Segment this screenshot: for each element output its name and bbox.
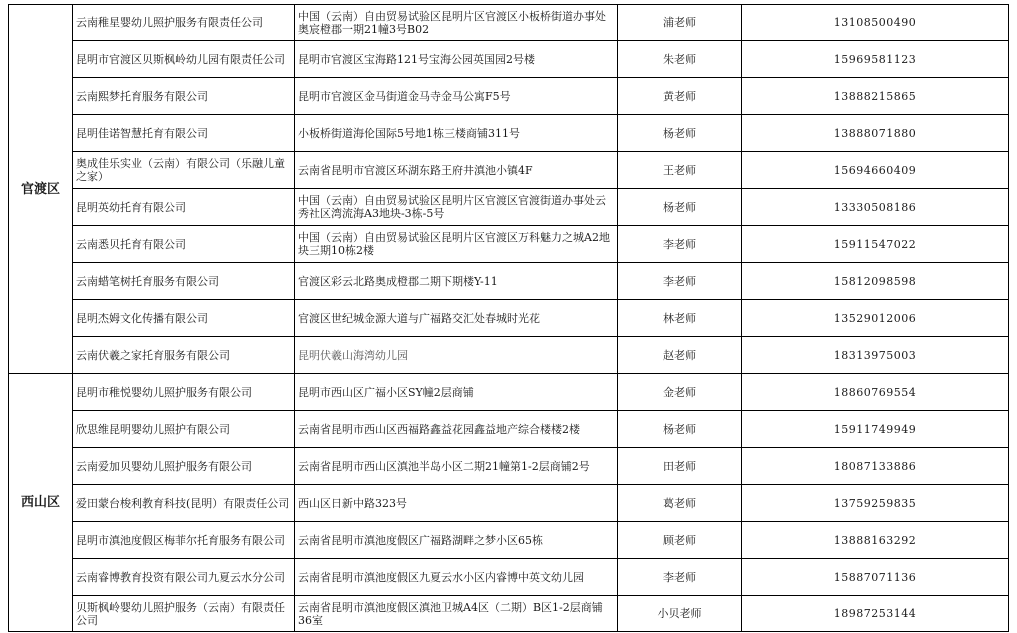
table-row	[9, 263, 1009, 300]
table-row	[9, 448, 1009, 485]
contact-cell: 赵老师	[618, 337, 742, 374]
table-row	[9, 152, 1009, 189]
phone-cell: 13888071880	[742, 115, 1009, 152]
phone-cell: 18987253144	[742, 596, 1009, 632]
company-name-cell: 奥成佳乐实业（云南）有限公司（乐融儿童之家）	[73, 152, 295, 189]
address-cell: 中国（云南）自由贸易试验区昆明片区官渡区万科魅力之城A2地块三期10栋2楼	[295, 226, 618, 263]
address-cell: 云南省昆明市滇池度假区九夏云水小区内睿博中英文幼儿园	[295, 559, 618, 596]
contact-cell: 小贝老师	[618, 596, 742, 632]
contact-cell: 朱老师	[618, 41, 742, 78]
phone-cell: 15812098598	[742, 263, 1009, 300]
company-name-cell: 云南稚星婴幼儿照护服务有限责任公司	[73, 5, 295, 41]
contact-cell: 李老师	[618, 559, 742, 596]
table-row	[9, 300, 1009, 337]
phone-cell: 13108500490	[742, 5, 1009, 41]
company-name-cell: 欣思维昆明婴幼儿照护有限公司	[73, 411, 295, 448]
address-cell: 官渡区世纪城金源大道与广福路交汇处春城时光花	[295, 300, 618, 337]
table-row	[9, 41, 1009, 78]
district-cell: 西山区	[9, 374, 73, 632]
company-name-cell: 昆明市官渡区贝斯枫岭幼儿园有限责任公司	[73, 41, 295, 78]
company-name-cell: 昆明佳诺智慧托育有限公司	[73, 115, 295, 152]
phone-cell: 13888215865	[742, 78, 1009, 115]
address-cell: 昆明市西山区广福小区SY幢2层商铺	[295, 374, 618, 411]
address-cell: 云南省昆明市西山区西福路鑫益花园鑫益地产综合楼楼2楼	[295, 411, 618, 448]
address-cell: 云南省昆明市西山区滇池半岛小区二期21幢第1-2层商铺2号	[295, 448, 618, 485]
phone-cell: 15969581123	[742, 41, 1009, 78]
address-cell: 云南省昆明市滇池度假区广福路湖畔之梦小区65栋	[295, 522, 618, 559]
company-name-cell: 贝斯枫岭婴幼儿照护服务（云南）有限责任公司	[73, 596, 295, 632]
phone-cell: 15911749949	[742, 411, 1009, 448]
phone-cell: 15911547022	[742, 226, 1009, 263]
company-name-cell: 云南悉贝托育有限公司	[73, 226, 295, 263]
table-row	[9, 596, 1009, 632]
contact-cell: 顾老师	[618, 522, 742, 559]
address-cell: 中国（云南）自由贸易试验区昆明片区官渡区小板桥街道办事处奥宸橙郡一期21幢3号B02	[295, 5, 618, 41]
company-name-cell: 云南蜡笔树托育服务有限公司	[73, 263, 295, 300]
contact-cell: 田老师	[618, 448, 742, 485]
table-row	[9, 411, 1009, 448]
table-row	[9, 115, 1009, 152]
company-name-cell: 爱田蒙台梭利教育科技(昆明）有限责任公司	[73, 485, 295, 522]
contact-cell: 浦老师	[618, 5, 742, 41]
company-name-cell: 昆明英幼托育有限公司	[73, 189, 295, 226]
phone-cell: 13759259835	[742, 485, 1009, 522]
address-cell: 西山区日新中路323号	[295, 485, 618, 522]
table-row	[9, 374, 1009, 411]
table-row	[9, 189, 1009, 226]
address-cell: 云南省昆明市滇池度假区滇池卫城A4区（二期）B区1-2层商铺36室	[295, 596, 618, 632]
contact-cell: 杨老师	[618, 189, 742, 226]
contact-cell: 杨老师	[618, 115, 742, 152]
phone-cell: 13888163292	[742, 522, 1009, 559]
table-row	[9, 522, 1009, 559]
phone-cell: 18087133886	[742, 448, 1009, 485]
address-cell: 官渡区彩云北路奥成橙郡二期下期楼Y-11	[295, 263, 618, 300]
contact-cell: 李老师	[618, 226, 742, 263]
company-name-cell: 云南睿博教育投资有限公司九夏云水分公司	[73, 559, 295, 596]
contact-cell: 黄老师	[618, 78, 742, 115]
company-name-cell: 云南熙梦托育服务有限公司	[73, 78, 295, 115]
address-cell: 昆明市官渡区金马街道金马寺金马公寓F5号	[295, 78, 618, 115]
table-body	[9, 5, 1009, 632]
contact-cell: 李老师	[618, 263, 742, 300]
phone-cell: 13529012006	[742, 300, 1009, 337]
company-name-cell: 昆明市稚悦婴幼儿照护服务有限公司	[73, 374, 295, 411]
contact-cell: 杨老师	[618, 411, 742, 448]
contact-cell: 王老师	[618, 152, 742, 189]
table-row	[9, 226, 1009, 263]
district-cell: 官渡区	[9, 5, 73, 374]
company-name-cell: 昆明市滇池度假区梅菲尔托育服务有限公司	[73, 522, 295, 559]
contact-cell: 金老师	[618, 374, 742, 411]
phone-cell: 18860769554	[742, 374, 1009, 411]
address-cell: 中国（云南）自由贸易试验区昆明片区官渡区官渡街道办事处云秀社区湾流海A3地块-3栋-5号	[295, 189, 618, 226]
company-name-cell: 云南爱加贝婴幼儿照护服务有限公司	[73, 448, 295, 485]
phone-cell: 15694660409	[742, 152, 1009, 189]
address-cell: 昆明伏羲山海湾幼儿园	[295, 337, 618, 374]
contact-cell: 葛老师	[618, 485, 742, 522]
phone-cell: 18313975003	[742, 337, 1009, 374]
contact-cell: 林老师	[618, 300, 742, 337]
table-row	[9, 559, 1009, 596]
phone-cell: 15887071136	[742, 559, 1009, 596]
address-cell: 小板桥街道海伦国际5号地1栋三楼商铺311号	[295, 115, 618, 152]
table-row	[9, 337, 1009, 374]
address-cell: 云南省昆明市官渡区环湖东路王府井滇池小镇4F	[295, 152, 618, 189]
company-name-cell: 昆明杰姆文化传播有限公司	[73, 300, 295, 337]
company-name-cell: 云南伏羲之家托育服务有限公司	[73, 337, 295, 374]
table-row	[9, 485, 1009, 522]
institution-table	[8, 4, 1009, 632]
table-row	[9, 5, 1009, 41]
table-row	[9, 78, 1009, 115]
address-cell: 昆明市官渡区宝海路121号宝海公园英国园2号楼	[295, 41, 618, 78]
phone-cell: 13330508186	[742, 189, 1009, 226]
